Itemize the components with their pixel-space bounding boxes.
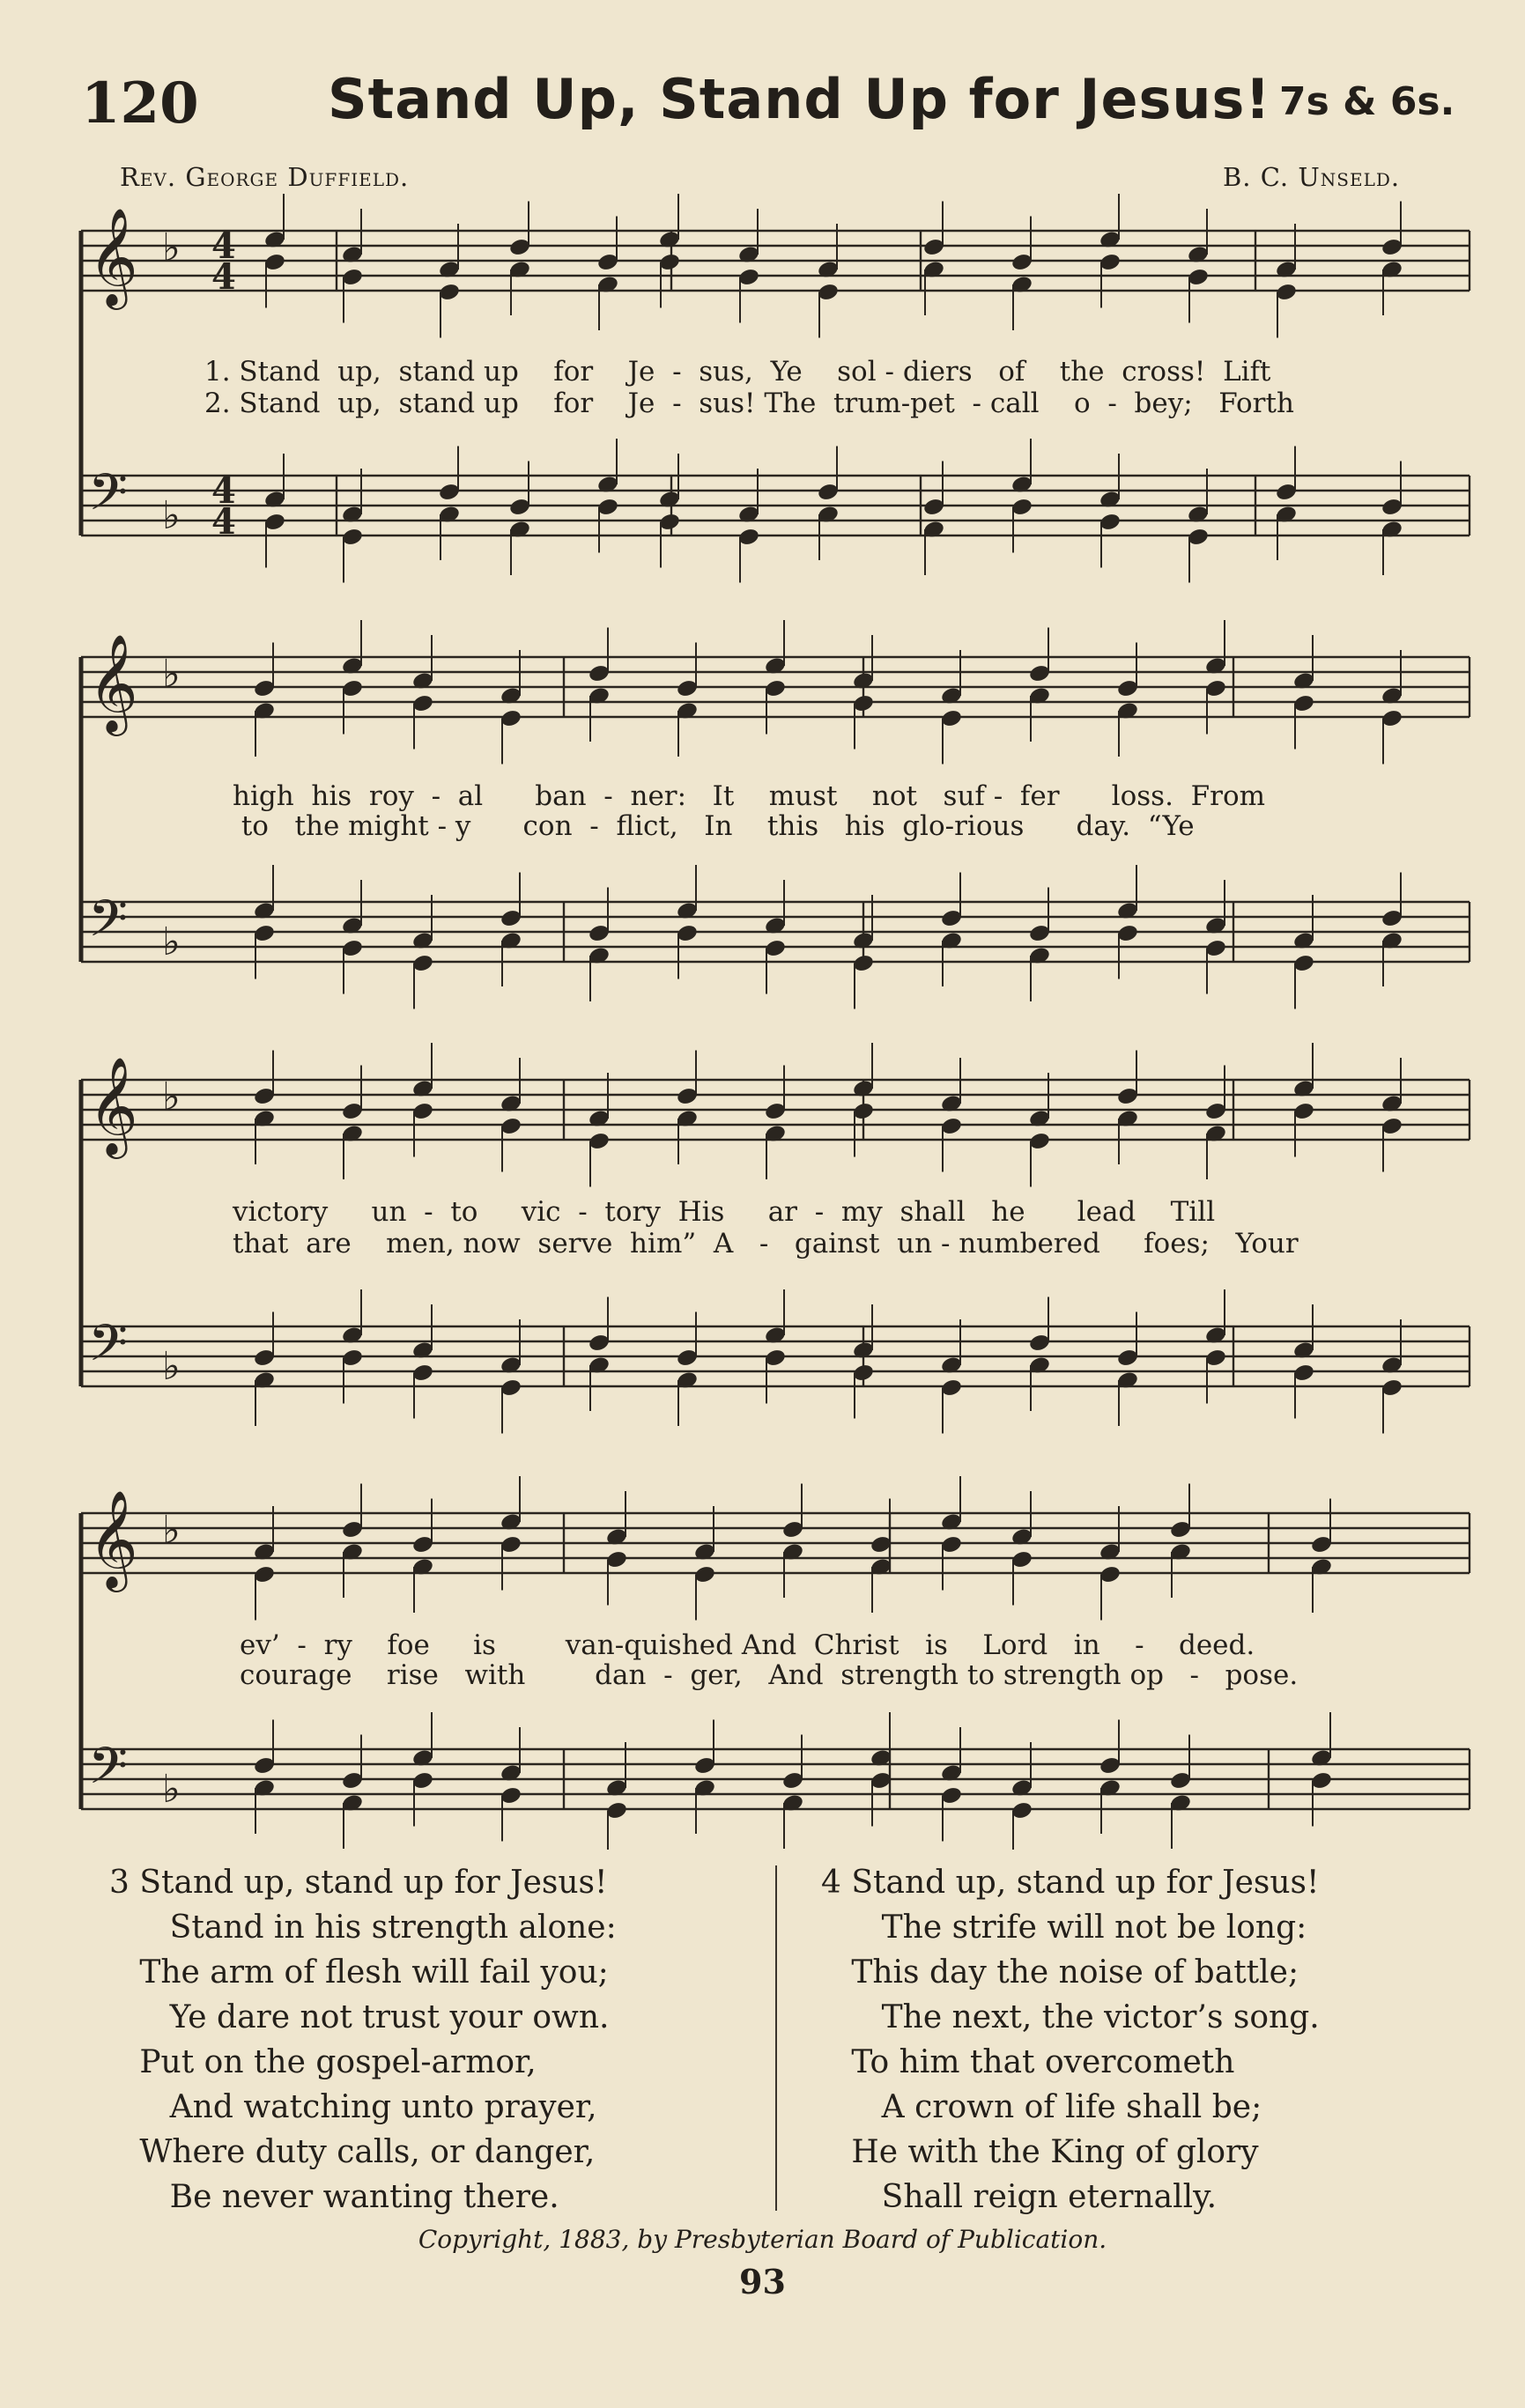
system-4-verse-1: ev’ - ry foe is van-quished And Christ is Lord in - deed.	[240, 1629, 1255, 1661]
system-2-verse-1: high his roy - al ban - ner: It must not suf - fer loss. From	[233, 780, 1266, 812]
system-4-treble-clef: 𝄞	[88, 1489, 138, 1588]
system-3-treble-key-flat: ♭	[162, 1075, 181, 1119]
stanza-4-line: The strife will not be long:	[821, 1909, 1307, 1946]
author-credit: Rev. George Duffield.	[120, 162, 410, 192]
stanza-3-line: And watching unto prayer,	[109, 2089, 597, 2125]
system-1-bass-time-top: 4	[211, 470, 236, 512]
stanza-4-line: The next, the victor’s song.	[821, 1999, 1320, 2035]
system-4-bass-clef: 𝄢	[88, 1736, 129, 1808]
stanza-3-line: Put on the gospel-armor,	[109, 2044, 537, 2080]
copyright-notice: Copyright, 1883, by Presbyterian Board of Publication.	[418, 2225, 1107, 2254]
stanza-3-line: Ye dare not trust your own.	[109, 1999, 610, 2035]
system-2-bass-clef: 𝄢	[88, 889, 129, 961]
system-1-bass-key-flat: ♭	[162, 493, 181, 538]
system-1-bass-time-bottom: 4	[211, 501, 236, 543]
stanza-3-line: The arm of flesh will fail you;	[109, 1954, 609, 1991]
system-2-bass-key-flat: ♭	[162, 920, 181, 964]
stanza-3-line: 3 Stand up, stand up for Jesus!	[109, 1865, 608, 1901]
composer-credit: B. C. Unseld.	[1223, 162, 1401, 192]
system-2-treble-clef: 𝄞	[88, 633, 138, 732]
system-1-treble-clef: 𝄞	[88, 207, 138, 306]
stanza-3-line: Where duty calls, or danger,	[109, 2134, 596, 2170]
stanza-4-line: 4 Stand up, stand up for Jesus!	[821, 1865, 1320, 1901]
system-3-treble-clef: 𝄞	[88, 1056, 138, 1155]
stanza-3	[109, 1860, 617, 2220]
stanza-4-line: This day the noise of battle;	[821, 1954, 1299, 1991]
stanza-4-line: He with the King of glory	[821, 2134, 1259, 2170]
system-1-bass-clef: 𝄢	[88, 462, 129, 535]
stanza-divider	[775, 1865, 777, 2211]
system-3-verse-2: that are men, now serve him” A - gainst un - numbered foes; Your	[233, 1228, 1299, 1259]
system-3-verse-1: victory un - to vic - tory His ar - my shall he lead Till	[233, 1196, 1216, 1228]
system-4-treble-key-flat: ♭	[162, 1508, 181, 1553]
system-1-treble-time-top: 4	[211, 225, 236, 267]
system-4-verse-2: courage rise with dan - ger, And strength to strength op - pose.	[240, 1659, 1299, 1691]
system-1-treble-key-flat: ♭	[162, 225, 181, 270]
system-1-verse-2: 2. Stand up, stand up for Je - sus! The trum-pet - call o - bey; Forth	[204, 388, 1294, 419]
stanza-4-line: To him that overcometh	[821, 2044, 1235, 2080]
system-2-verse-2: to the might - y con - flict, In this his glo-rious day. “Ye	[233, 810, 1195, 842]
hymn-title: Stand Up, Stand Up for Jesus!	[328, 67, 1271, 131]
stanza-3-line: Be never wanting there.	[109, 2179, 559, 2215]
system-4-bass-key-flat: ♭	[162, 1767, 181, 1812]
hymn-meter: 7s & 6s.	[1279, 79, 1455, 124]
system-1-treble-time-bottom: 4	[211, 256, 236, 298]
stanza-3-line: Stand in his strength alone:	[109, 1909, 617, 1946]
system-1-verse-1: 1. Stand up, stand up for Je - sus, Ye sol - diers of the cross! Lift	[204, 356, 1271, 388]
stanza-4	[821, 1860, 1320, 2220]
page-number: 93	[739, 2262, 786, 2301]
system-3-bass-clef: 𝄢	[88, 1313, 129, 1385]
hymn-number: 120	[81, 70, 199, 137]
system-3-bass-key-flat: ♭	[162, 1344, 181, 1389]
system-2-treble-key-flat: ♭	[162, 652, 181, 697]
stanza-4-line: A crown of life shall be;	[821, 2089, 1262, 2125]
stanza-4-line: Shall reign eternally.	[821, 2179, 1218, 2215]
